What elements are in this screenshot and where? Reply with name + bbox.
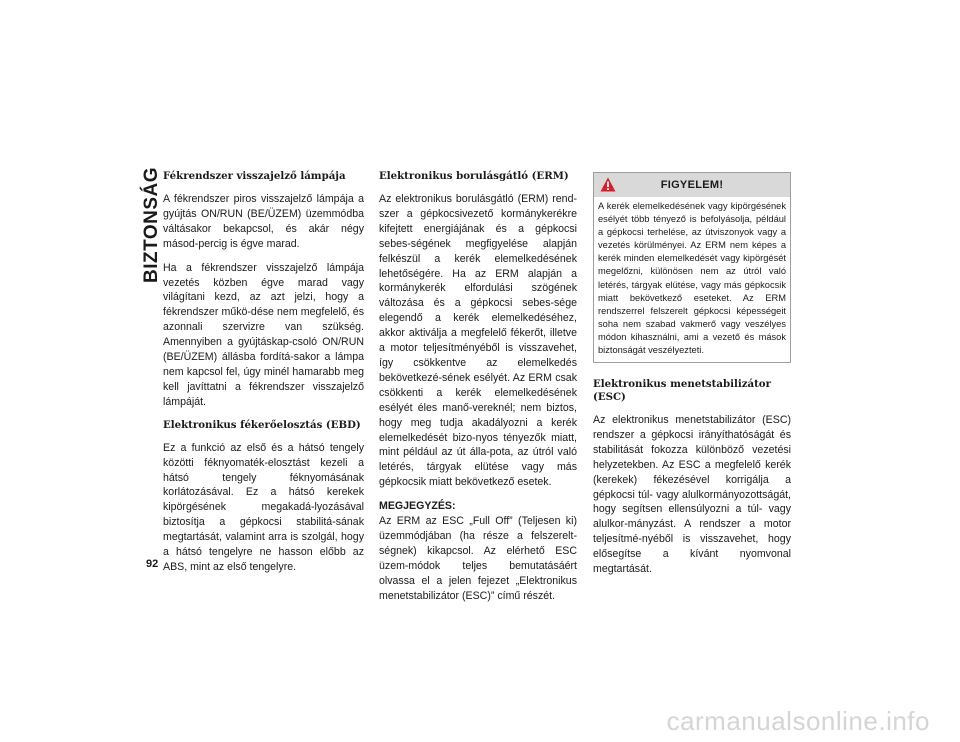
section-tab-label: BIZTONSÁG — [141, 166, 163, 284]
paragraph-erm: Az elektronikus borulásgátló (ERM) rend-szer a gépkocsivezető kormánykerékre kifejtett energiájának és a gépkocsi sebes-ségének megfigyelése alapján felkészül a kerék elemelkedésének lehetőségére. Ha az ERM alapján a kormánykerék elfordulási szögének változása és a gépkocsi sebes-sége elegendő a kerék elemelkedéséhez, akkor aktiválja a megfelelő fékerőt, illetve a motor teljesítményéből is visszavehet, így csökkentve az elemelkedés bekövetkezé-sének esélyét. Az ERM csak csökkenti a kerék elemelkedésének esélyét éles manő-vereknél; nem biztos, hogy meg tudja akadályozni a kerék elemelkedését bizo-nyos tényezők miatt, mint például az út álla-pota, az útról való letérés, tárgyak elütése vagy más gépkocsik miatt bekövetkező esetek. — [379, 193, 577, 489]
watermark: carmanualsonline.info — [666, 705, 930, 736]
paragraph-note: Az ERM az ESC „Full Off” (Teljesen ki) üzemmódjában (ha része a felszerelt-ségnek) kikapcsol. Az elérhető ESC üzem-módok teljes bemutatásáért olvassa el a jelen fejezet „Elektronikus menetstabilizátor (ESC)” című részét. — [379, 515, 577, 602]
note-label: MEGJEGYZÉS: — [379, 500, 456, 513]
heading-esc: Elektronikus menetstabilizátor (ESC) — [593, 378, 771, 403]
heading-ebd: Elektronikus fékerőelosztás (EBD) — [163, 418, 361, 431]
paragraph-brake-light-2: Ha a fékrendszer visszajelző lámpája vezetés közben égve marad vagy világítani kezd, az azt jelzi, hogy a fékrendszer műkö-dése nem megfelelő, és azonnali szervizre van szükség. Amennyiben a gyújtáskap-csoló ON/RUN (BE/ÜZEM) állásba fordítá-sakor a lámpa nem kapcsol fel, úgy minél hamarabb meg kell javíttatni a fékrendszer visszajelző lámpáját. — [163, 261, 364, 408]
column-middle — [379, 170, 577, 612]
heading-erm: Elektronikus borulásgátló (ERM) — [379, 170, 569, 182]
warning-text: A kerék elemelkedésének vagy kipörgésének esélyét több tényező is befolyásolja, például a gépkocsi terhelése, az útviszonyok vagy a vezetés körülményei. Az ERM nem képes a kerék minden elemelkedését vagy kipörgését megelőzni, különösen nem az útról való letérés, tárgyak elütése, vagy más gépkocsik miatt bekövetkező eseteket. Az ERM rendszerrel felszerelt gépkocsi képességeit soha nem szabad vakmerő vagy veszélyes módon kihasználni, ami a vezető és mások biztonságát veszélyezteti. — [598, 201, 786, 356]
column-right-lower — [593, 378, 791, 586]
column-left — [163, 170, 364, 584]
section-side-tab — [140, 166, 164, 284]
paragraph-brake-light-1: A fékrendszer piros visszajelző lámpája a gyújtás ON/RUN (BE/ÜZEM) üzemmódba váltásakor bekapcsol, és akár négy másod-percig is égve marad. — [163, 193, 364, 250]
warning-title: FIGYELEM! — [660, 179, 724, 191]
paragraph-esc: Az elektronikus menetstabilizátor (ESC) rendszer a gépkocsi irányíthatóságát és stabilitását fokozza különböző vezetési helyzetekben. Az ESC a megfelelő kerék (kerekek) fékezésével korrigálja a gépkocsi túl- vagy alulkormányozottságát, hogy segítsen ellensúlyozni a túl- vagy alulkor-mányzást. A rendszer a motor teljesítmé-nyéből is visszavehet, hogy elősegítse a kívánt nyomvonal megtartását. — [593, 414, 791, 576]
warning-triangle-icon — [600, 177, 616, 192]
paragraph-ebd: Ez a funkció az első és a hátsó tengely közötti féknyomaték-elosztást kezeli a hátsó tengely féknyomásának korlátozásával. Ez a hátsó kerekek kipörgésének megakadá-lyozásával biztosítja a gépkocsi stabilitá-sának megtartását, valamint arra is szolgál, hogy a hátsó tengelyre ne hasson előbb az ABS, mint az első tengelyre. — [163, 441, 364, 573]
warning-box — [593, 172, 791, 363]
heading-brake-warning-light: Fékrendszer visszajelző lámpája — [163, 170, 346, 182]
page-number: 92 — [146, 558, 159, 570]
warning-header — [594, 173, 790, 197]
